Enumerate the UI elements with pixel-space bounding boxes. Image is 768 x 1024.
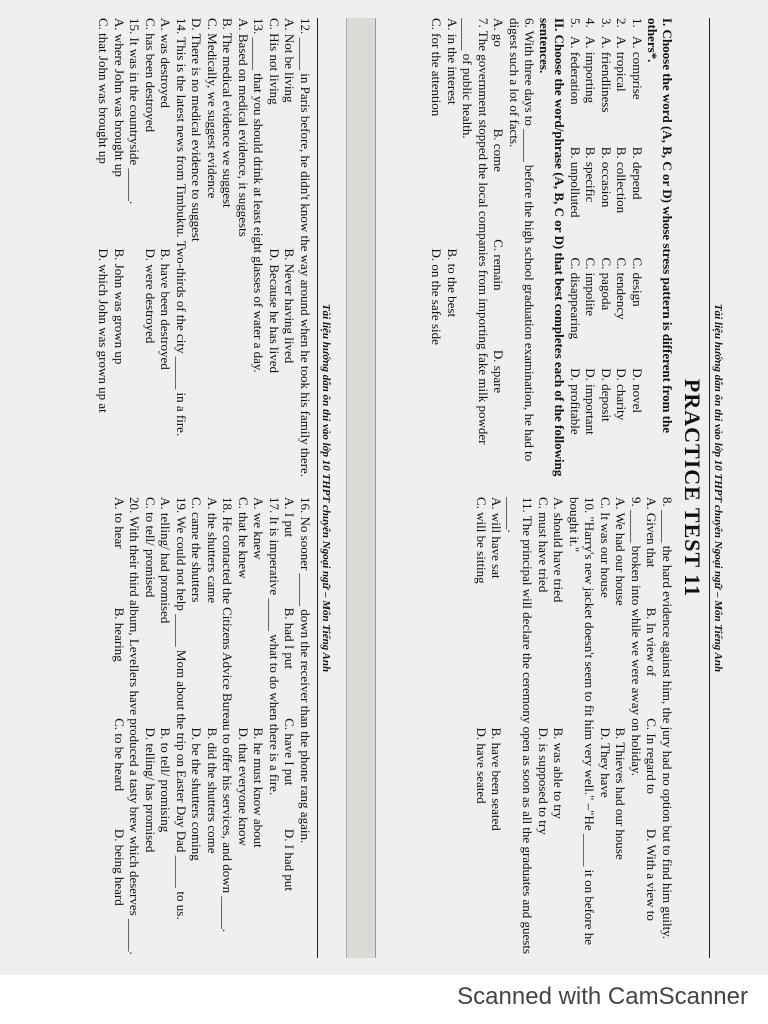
- option: B. The medical evidence we suggest: [220, 18, 236, 208]
- option: B. he must know about: [251, 727, 267, 848]
- header-rule: [709, 18, 710, 958]
- option: B. to tell/ promising: [158, 727, 174, 833]
- page-left: [388, 18, 728, 958]
- row-num: 4.: [583, 18, 599, 28]
- option: B. have been seated: [489, 727, 505, 831]
- option: B. to the best: [445, 248, 460, 318]
- option: C. will be sitting: [474, 497, 489, 584]
- option: C. remain: [491, 239, 507, 291]
- header-rule: [317, 18, 318, 958]
- question-text: 6. With three days to _____ before the high school graduation examination, he had to digest such a lot of facts.: [507, 18, 538, 462]
- question-options: [536, 497, 567, 958]
- question-options: [143, 18, 174, 479]
- option: C. must have tried: [536, 497, 551, 593]
- question-text: 16. No sooner _____ down the receiver than the phone rang again.: [298, 497, 313, 844]
- option: D. spare: [491, 349, 507, 394]
- option: D. which John was grown up at: [96, 248, 112, 413]
- question-options: [267, 18, 298, 479]
- option: B. collection: [614, 146, 630, 214]
- option: C. His not living: [267, 18, 282, 105]
- row-num: 3.: [599, 18, 614, 28]
- option: D. on the safe side: [429, 248, 445, 345]
- option: A. We had our house: [613, 497, 629, 606]
- option: D. deposit: [599, 368, 614, 422]
- question-text: 15. It was in the countryside _____.: [127, 18, 143, 205]
- option: A. was destroyed: [158, 18, 174, 108]
- option: C. design: [630, 257, 645, 307]
- option: D. Because he has lived: [267, 248, 282, 374]
- stress-row: [568, 18, 584, 479]
- option: A. Given that: [644, 497, 660, 568]
- right-column-1: [96, 18, 313, 479]
- question-text: 14. This is the latest news from Timbuktu. Two-thirds of the city _____ in a fire.: [174, 18, 189, 437]
- option: A. the shutters came: [205, 497, 220, 604]
- option: C. that he knew: [236, 497, 251, 579]
- question-options: [189, 497, 220, 958]
- option: B. occasion: [599, 146, 614, 208]
- option: C. came the shutters: [189, 497, 205, 603]
- option: B. unpolluted: [568, 146, 583, 218]
- option: A. tropical: [614, 36, 630, 92]
- question-options: [236, 497, 267, 958]
- stress-row: [599, 18, 615, 479]
- option: A. in the interest: [445, 18, 460, 105]
- option: C. In regard to: [644, 718, 660, 795]
- option: D. being heard: [112, 828, 127, 906]
- option: A. go: [491, 18, 507, 47]
- option: C. for the attention: [429, 18, 445, 117]
- left-column-2: [429, 497, 675, 958]
- option: C. have I put: [282, 718, 298, 786]
- stress-row: [630, 18, 646, 479]
- page-right: [0, 18, 336, 958]
- row-num: 1.: [630, 18, 645, 28]
- option: C. to be heard: [112, 718, 127, 792]
- option: B. In view of: [644, 607, 660, 677]
- question-text: 12. _____ in Paris before, he didn't know the way around when he took his family there.: [298, 18, 313, 478]
- row-num: 5.: [568, 18, 583, 28]
- option: C. pagoda: [599, 257, 614, 311]
- option: B. Never having lived: [282, 248, 298, 364]
- page-right-columns: [96, 18, 313, 958]
- row-num: 2.: [614, 18, 630, 28]
- option: D. have seated: [474, 727, 489, 804]
- option: D. telling/ has promised: [143, 727, 158, 853]
- option: B. Thieves had our house: [613, 727, 629, 860]
- option: A. comprise: [630, 36, 645, 100]
- stress-row: [614, 18, 630, 479]
- option: D. They have: [598, 727, 613, 798]
- option: C. has been destroyed: [143, 18, 158, 133]
- option: B. did the shutters come: [205, 727, 220, 854]
- left-column-1: [429, 18, 675, 479]
- option: B. hearing: [112, 607, 127, 662]
- question-options: [96, 18, 127, 479]
- option: A. should have tried: [551, 497, 567, 603]
- option: B. specific: [583, 146, 599, 203]
- page-header: Tài liệu hướng dẫn ôn thi vào lớp 10 THPT chuyên Ngoại ngữ – Môn Tiếng Anh: [712, 303, 724, 673]
- question-options: [598, 497, 629, 958]
- option: B. depend: [630, 146, 645, 200]
- question-options: [112, 497, 128, 958]
- option: A. Not be living: [282, 18, 298, 103]
- question-text: 20. With their third album, Levellers have produced a tasty brew which deserves _____.: [127, 497, 143, 955]
- option: A. where John was brought up: [112, 18, 127, 177]
- option: A. I put: [282, 497, 298, 538]
- page-left-columns: [429, 18, 675, 958]
- option: D. novel: [630, 368, 645, 414]
- option: C. Medically, we suggest evidence: [205, 18, 220, 199]
- option: D. that everyone know: [236, 727, 251, 846]
- camscanner-watermark: Scanned with CamScanner: [457, 983, 748, 1010]
- option: A. Based on medical evidence, it suggests: [236, 18, 251, 237]
- stress-row: [583, 18, 599, 479]
- question-options: [429, 18, 460, 479]
- option: D. charity: [614, 368, 630, 421]
- page-title: PRACTICE TEST 11: [680, 378, 705, 598]
- option: C. impolite: [583, 257, 599, 316]
- option: D. I had put: [282, 828, 298, 891]
- option: A. we knew: [251, 497, 267, 560]
- option: D. important: [583, 368, 599, 435]
- option: A. friendliness: [599, 36, 614, 113]
- option: D. profitable: [568, 368, 583, 435]
- question-text: 9. _____ broken into while we were away on holiday.: [629, 497, 644, 776]
- option: D. With a view to: [644, 828, 660, 921]
- question-options: [491, 18, 507, 479]
- right-column-2: [96, 497, 313, 958]
- question-options: [474, 497, 505, 958]
- question-text: 11. The principal will declare the ceremony open as soon as all the graduates and guests _____.: [505, 497, 536, 955]
- option: D. be the shutters coming: [189, 727, 205, 861]
- section-heading-1: I. Choose the word (A, B, C or D) whose stress pattern is different from the others*.: [645, 18, 675, 433]
- option: B. come: [491, 128, 507, 172]
- page-header: Tài liệu hướng dẫn ôn thi vào lớp 10 THPT chuyên Ngoại ngữ – Môn Tiếng Anh: [320, 303, 332, 673]
- question-text: 10. "Harry's new jacket doesn't seem to fit him very well." –"He _____ it on before he bought it.": [567, 497, 598, 946]
- question-options: [282, 497, 298, 958]
- option: B. John was grown up: [112, 248, 127, 365]
- option: C. disappearing: [568, 257, 583, 340]
- page-fold-divider: [346, 18, 376, 958]
- question-text: 7. The government stopped the local companies from importing fake milk powder _____ of public health.: [460, 18, 491, 445]
- option: D. were destroyed: [143, 248, 158, 344]
- option: B. have been destroyed: [158, 248, 174, 370]
- question-text: 17. It is imperative _____ what to do when there is a fire.: [267, 497, 282, 796]
- option: C. tendency: [614, 257, 630, 320]
- option: A. to hear: [112, 497, 127, 549]
- question-text: 18. He contacted the Citizens Advice Bureau to offer his services, and down _____.: [220, 497, 236, 933]
- question-text: 8. _____ the hard evidence against him, the jury had no option but to find him guilty.: [660, 497, 675, 940]
- option: C. It was our house: [598, 497, 613, 598]
- option: A. telling/ had promised: [158, 497, 174, 624]
- question-options: [644, 497, 660, 958]
- section-heading-2: II. Choose the word/phrase (A, B, C or D) that best completes each of the following sentences.: [537, 18, 568, 477]
- option: C. that John was brought up: [96, 18, 112, 164]
- question-options: [143, 497, 174, 958]
- option: B. was able to try: [551, 727, 567, 819]
- option: A. federation: [568, 36, 583, 105]
- option: C. to tell/ promised: [143, 497, 158, 598]
- option: A. importing: [583, 36, 599, 104]
- question-text: 13. _____ that you should drink at least eight glasses of water a day.: [251, 18, 267, 373]
- option: A. will have sat: [489, 497, 505, 579]
- option: D. is supposed to try: [536, 727, 551, 835]
- option: D. There is no medical evidence to suggest: [189, 18, 205, 242]
- question-text: 19. We could not help _____ Mom about the trip on Easter Day Dad _____ to us.: [174, 497, 189, 920]
- option: B. had I put: [282, 607, 298, 670]
